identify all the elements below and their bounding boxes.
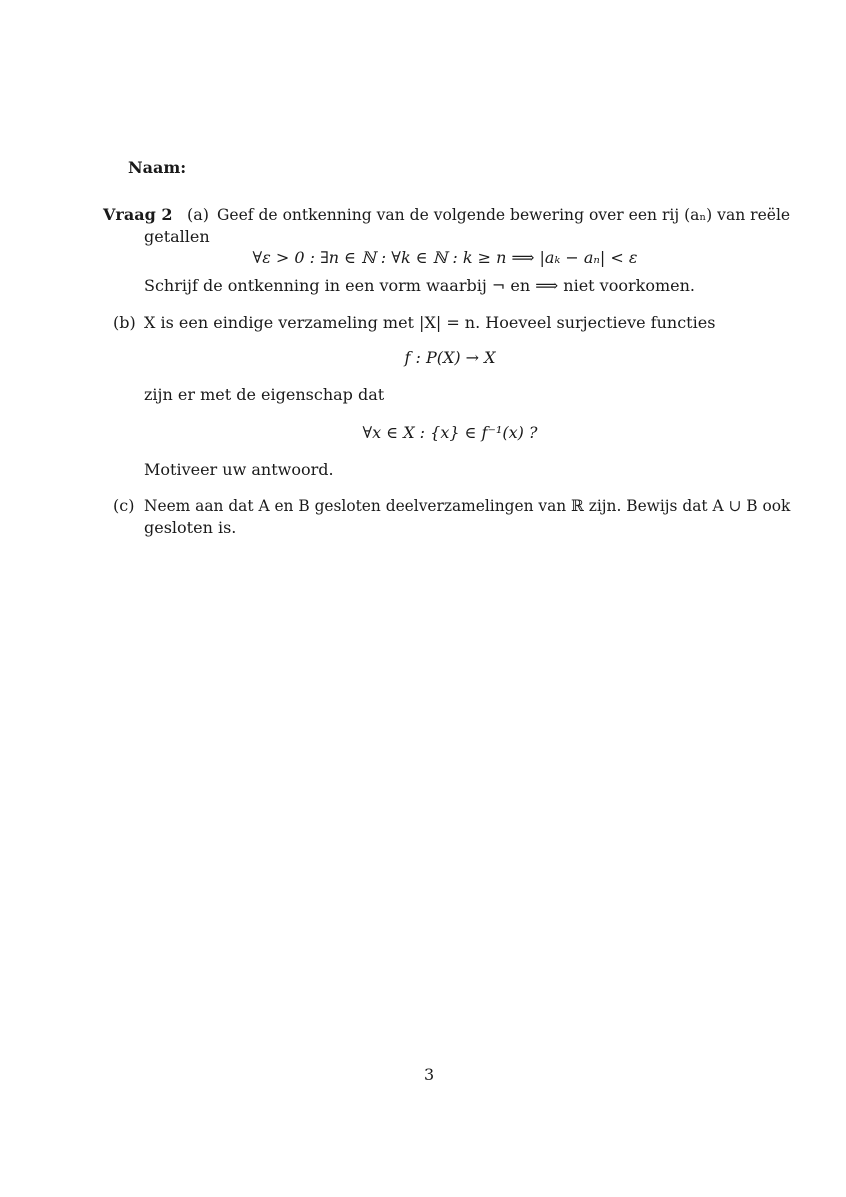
part-a-label: (a) <box>187 205 210 224</box>
part-c-label: (c) <box>113 496 135 515</box>
part-a-line1: Geef de ontkenning van de volgende bewering over een rij (aₙ) van reële <box>217 205 791 224</box>
page-number: 3 <box>424 1065 435 1084</box>
name-label: Naam: <box>128 158 187 177</box>
part-c-line2: gesloten is. <box>144 518 237 537</box>
part-b-line3: Motiveer uw antwoord. <box>144 460 334 479</box>
question-title: Vraag 2 <box>103 205 173 224</box>
part-a-instruction: Schrijf de ontkenning in een vorm waarbij ¬ en ⟹ niet voorkomen. <box>144 276 695 295</box>
part-b-line1: X is een eindige verzameling met |X| = n. Hoeveel surjectieve functies <box>144 313 716 332</box>
part-b-label: (b) <box>113 313 136 332</box>
part-c-line1: Neem aan dat A en B gesloten deelverzamelingen van ℝ zijn. Bewijs dat A ∪ B ook <box>144 496 791 515</box>
part-a-formula: ∀ε > 0 : ∃n ∈ ℕ : ∀k ∈ ℕ : k ≥ n ⟹ |aₖ − aₙ| < ε <box>252 248 638 267</box>
part-b-formula-1: f : P(X) → X <box>404 348 496 367</box>
part-a-line2: getallen <box>144 227 210 246</box>
part-b-line2: zijn er met de eigenschap dat <box>144 385 385 404</box>
part-b-formula-2: ∀x ∈ X : {x} ∈ f⁻¹(x) ? <box>362 423 538 442</box>
